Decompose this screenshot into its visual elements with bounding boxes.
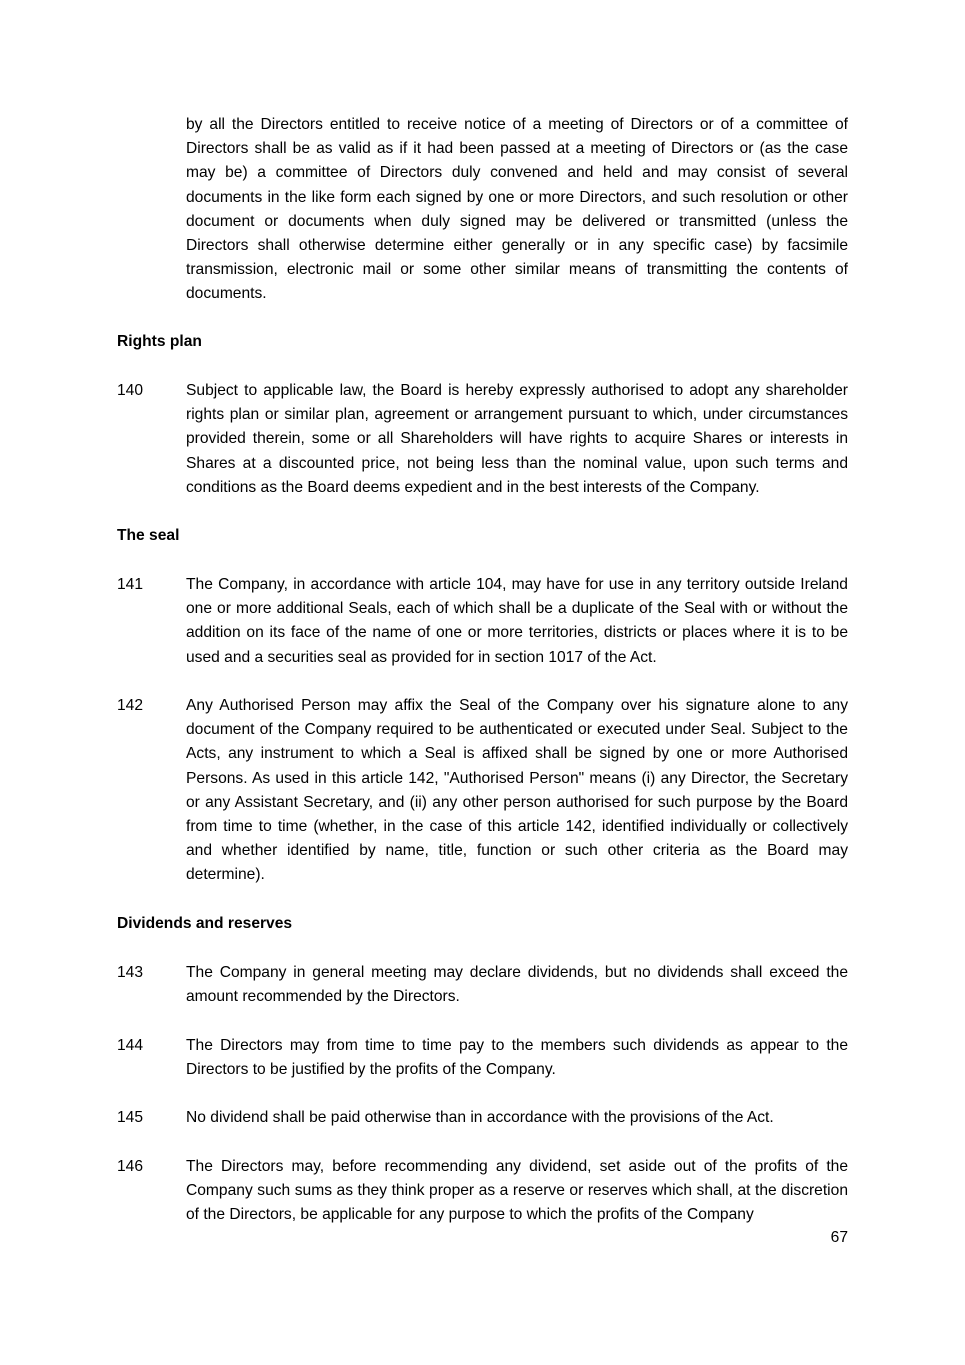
- article-text-145: No dividend shall be paid otherwise than in accordance with the provisions of the Act.: [186, 1109, 774, 1126]
- article-number-140: 140: [117, 382, 144, 399]
- article-number-141: 141: [117, 576, 144, 593]
- article-text-140: Subject to applicable law, the Board is hereby expressly authorised to adopt any shareholder rights plan or similar plan, agreement or arrangement pursuant to which, under circumstances provided therein, some or all Shareholders will have rights to acquire Shares or interests in Shares at a discounted price, not being less than the nominal value, upon such terms and conditions as the Board deems expedient and in the best interests of the Company.: [186, 382, 848, 496]
- article-text-146: The Directors may, before recommending any dividend, set aside out of the profits of the Company such sums as they think proper as a reserve or reserves which shall, at the discretion of the Directors, be applicable for any purpose to which the profits of the Company: [186, 1158, 848, 1224]
- article-number-142: 142: [117, 697, 144, 714]
- article-text-143: The Company in general meeting may declare dividends, but no dividends shall exceed the amount recommended by the Directors.: [186, 964, 848, 1006]
- section-heading-rights-plan: Rights plan: [117, 333, 202, 350]
- article-number-145: 145: [117, 1109, 144, 1126]
- article-text-142: Any Authorised Person may affix the Seal of the Company over his signature alone to any document of the Company required to be authenticated or executed under Seal. Subject to the Acts, any instrument to which a Seal is affixed shall be signed by one or more Authorised Persons. As used in this article 142, "Authorised Person" means (i) any Director, the Secretary or any Assistant Secretary, and (ii) any other person authorised for such purpose by the Board from time to time (whether, in the case of this article 142, identified individually or collectively and whether identified by name, title, function or such other criteria as the Board may determine).: [186, 697, 848, 884]
- article-text-144: The Directors may from time to time pay to the members such dividends as appear to the Directors to be justified by the profits of the Company.: [186, 1037, 848, 1079]
- page-number: 67: [830, 1229, 848, 1246]
- article-number-143: 143: [117, 964, 144, 981]
- section-heading-dividends-and-reserves: Dividends and reserves: [117, 915, 293, 932]
- article-text-141: The Company, in accordance with article 104, may have for use in any territory outside Ireland one or more additional Seals, each of which shall be a duplicate of the Seal with or without the addition on its face of the name of one or more territories, districts or places where it is to be used and a securities seal as provided for in section 1017 of the Act.: [186, 576, 848, 666]
- section-heading-the-seal: The seal: [117, 527, 180, 544]
- article-number-144: 144: [117, 1037, 144, 1054]
- article-number-146: 146: [117, 1158, 144, 1175]
- continuation-paragraph: by all the Directors entitled to receive notice of a meeting of Directors or of a committee of Directors shall be as valid as if it had been passed at a meeting of Directors or (as the case may be) a committee of Directors duly convened and held and may consist of several documents in the like form each signed by one or more Directors, and such resolution or other document or documents when duly signed may be delivered or transmitted (unless the Directors shall otherwise determine either generally or in any specific case) by facsimile transmission, electronic mail or some other similar means of transmitting the contents of documents.: [186, 116, 848, 303]
